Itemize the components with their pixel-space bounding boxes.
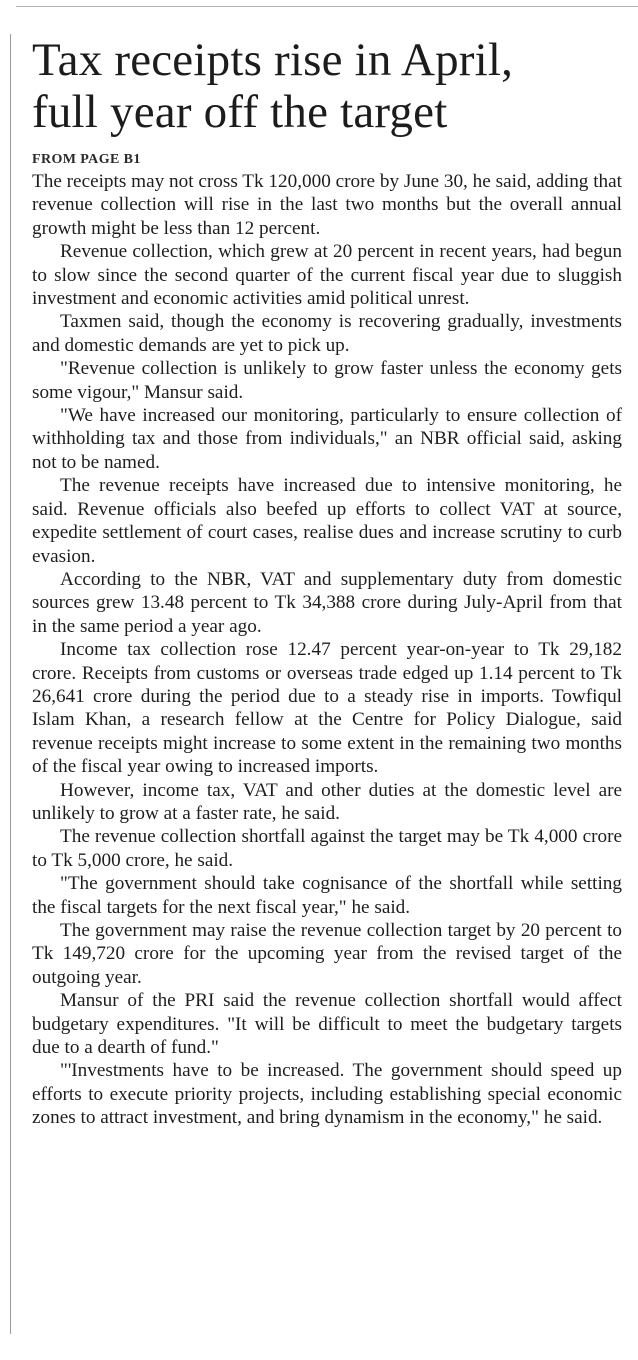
paragraph-9: However, income tax, VAT and other duties at the domestic level are unlikely to grow at a faster rate, he said. bbox=[32, 779, 622, 824]
paragraph-3: Taxmen said, though the economy is recovering gradually, investments and domestic demands are yet to pick up. bbox=[32, 311, 622, 356]
paragraph-12: The government may raise the revenue collection target by 20 percent to Tk 149,720 crore for the upcoming year from the revised target of the outgoing year. bbox=[32, 920, 622, 988]
article-body bbox=[32, 170, 622, 1130]
top-rule bbox=[16, 6, 638, 7]
headline bbox=[32, 34, 622, 138]
paragraph-1: The receipts may not cross Tk 120,000 crore by June 30, he said, adding that revenue collection will rise in the last two months but the overall annual growth might be less than 12 percent. bbox=[32, 171, 622, 239]
paragraph-13: Mansur of the PRI said the revenue collection shortfall would affect budgetary expenditures. "It will be difficult to meet the budgetary targets due to a dearth of fund." bbox=[32, 990, 622, 1059]
headline-line-2: full year off the target bbox=[32, 86, 448, 138]
paragraph-8: Income tax collection rose 12.47 percent year-on-year to Tk 29,182 crore. Receipts from customs or overseas trade edged up 1.14 percent to Tk 26,641 crore during the period due to a steady rise in imports. Towfiqul Islam Khan, a research fellow at the Centre for Policy Dialogue, said revenue receipts might increase to some extent in the remaining two months of the fiscal year owing to increased imports. bbox=[32, 639, 622, 778]
news-article bbox=[32, 34, 622, 1130]
paragraph-4: "Revenue collection is unlikely to grow faster unless the economy gets some vigour," Mansur said. bbox=[32, 358, 622, 403]
continued-from-label: FROM PAGE B1 bbox=[32, 152, 141, 167]
headline-line-1: Tax receipts rise in April, bbox=[32, 34, 514, 86]
paragraph-11: "The government should take cognisance of the shortfall while setting the fiscal targets for the next fiscal year," he said. bbox=[32, 873, 622, 918]
paragraph-6: The revenue receipts have increased due to intensive monitoring, he said. Revenue officials also beefed up efforts to collect VAT at source, expedite settlement of court cases, realise dues and increase scrutiny to curb evasion. bbox=[32, 475, 622, 567]
column-rule bbox=[10, 34, 11, 1334]
paragraph-14: "'Investments have to be increased. The government should speed up efforts to execute priority projects, including establishing special economic zones to attract investment, and bring dynamism in the economy," he said. bbox=[32, 1060, 622, 1129]
paragraph-2: Revenue collection, which grew at 20 percent in recent years, had begun to slow since the second quarter of the current fiscal year due to sluggish investment and economic activities amid political unrest. bbox=[32, 241, 622, 310]
paragraph-10: The revenue collection shortfall against the target may be Tk 4,000 crore to Tk 5,000 crore, he said. bbox=[32, 826, 622, 871]
paragraph-7: According to the NBR, VAT and supplementary duty from domestic sources grew 13.48 percent to Tk 34,388 crore during July-April from that in the same period a year ago. bbox=[32, 568, 622, 637]
paragraph-5: "We have increased our monitoring, particularly to ensure collection of withholding tax and those from individuals," an NBR official said, asking not to be named. bbox=[32, 405, 622, 473]
